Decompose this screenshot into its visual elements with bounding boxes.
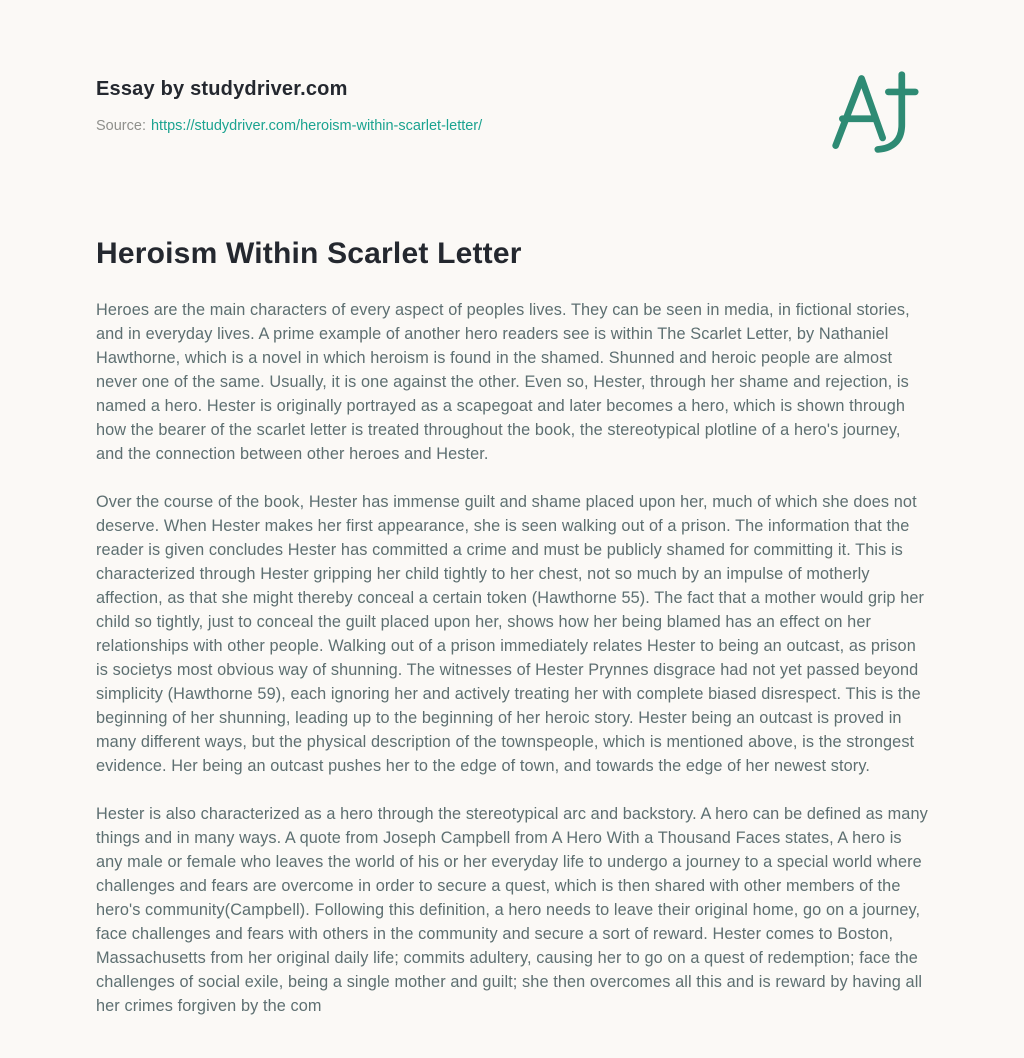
essay-paragraph-1: Heroes are the main characters of every aspect of peoples lives. They can be seen in media, in fictional stories, and in everyday lives. A prime example of another hero readers see is within The Scarlet Letter, by Nathaniel Hawthorne, which is a novel in which heroism is found in the shamed. Shunned and heroic people are almost never one of the same. Usually, it is one against the other. Even so, Hester, through her shame and rejection, is named a hero. Hester is originally portrayed as a scapegoat and later becomes a hero, which is shown through how the bearer of the scarlet letter is treated throughout the book, the stereotypical plotline of a hero's journey, and the connection between other heroes and Hester. bbox=[96, 301, 910, 463]
essay-paragraph-3: Hester is also characterized as a hero through the stereotypical arc and backstory. A hero can be defined as many things and in many ways. A quote from Joseph Campbell from A Hero With a Thousand Faces states, A hero is any male or female who leaves the world of his or her everyday life to undergo a journey to a special world where challenges and fears are overcome in order to secure a quest, which is then shared with other members of the hero's community(Campbell). Following this definition, a hero needs to leave their original home, go on a journey, face challenges and fears with others in the community and secure a sort of reward. Hester comes to Boston, Massachusetts from her original daily life; commits adultery, causing her to go on a quest of redemption; face the challenges of social exile, being a single mother and guilt; she then overcomes all this and is reward by having all her crimes forgiven by the com bbox=[96, 805, 928, 1015]
source-label: Source: bbox=[96, 118, 146, 134]
essay-paragraph-2: Over the course of the book, Hester has immense guilt and shame placed upon her, much of which she does not deserve. When Hester makes her first appearance, she is seen walking out of a prison. The information that the reader is given concludes Hester has committed a crime and must be publicly shamed for committing it. This is characterized through Hester gripping her child tightly to her chest, not so much by an impulse of motherly affection, as that she might thereby conceal a certain token (Hawthorne 55). The fact that a mother would grip her child so tightly, just to conceal the guilt placed upon her, shows how her being blamed has an effect on her relationships with other people. Walking out of a prison immediately relates Hester to being an outcast, as prison is societys most obvious way of shunning. The witnesses of Hester Prynnes disgrace had not yet passed beyond simplicity (Hawthorne 59), each ignoring her and actively treating her with complete biased disrespect. This is the beginning of her shunning, leading up to the beginning of her heroic story. Hester being an outcast is proved in many different ways, but the physical description of the townspeople, which is mentioned above, is the strongest evidence. Her being an outcast pushes her to the edge of town, and towards the edge of her newest story. bbox=[96, 493, 925, 775]
source-link[interactable]: https://studydriver.com/heroism-within-scarlet-letter/ bbox=[150, 118, 483, 134]
essay-body bbox=[96, 298, 928, 1018]
studydriver-logo-icon bbox=[828, 68, 920, 158]
essay-byline: Essay by studydriver.com bbox=[96, 78, 348, 100]
page-title: Heroism Within Scarlet Letter bbox=[96, 237, 522, 270]
source-row bbox=[96, 118, 928, 134]
